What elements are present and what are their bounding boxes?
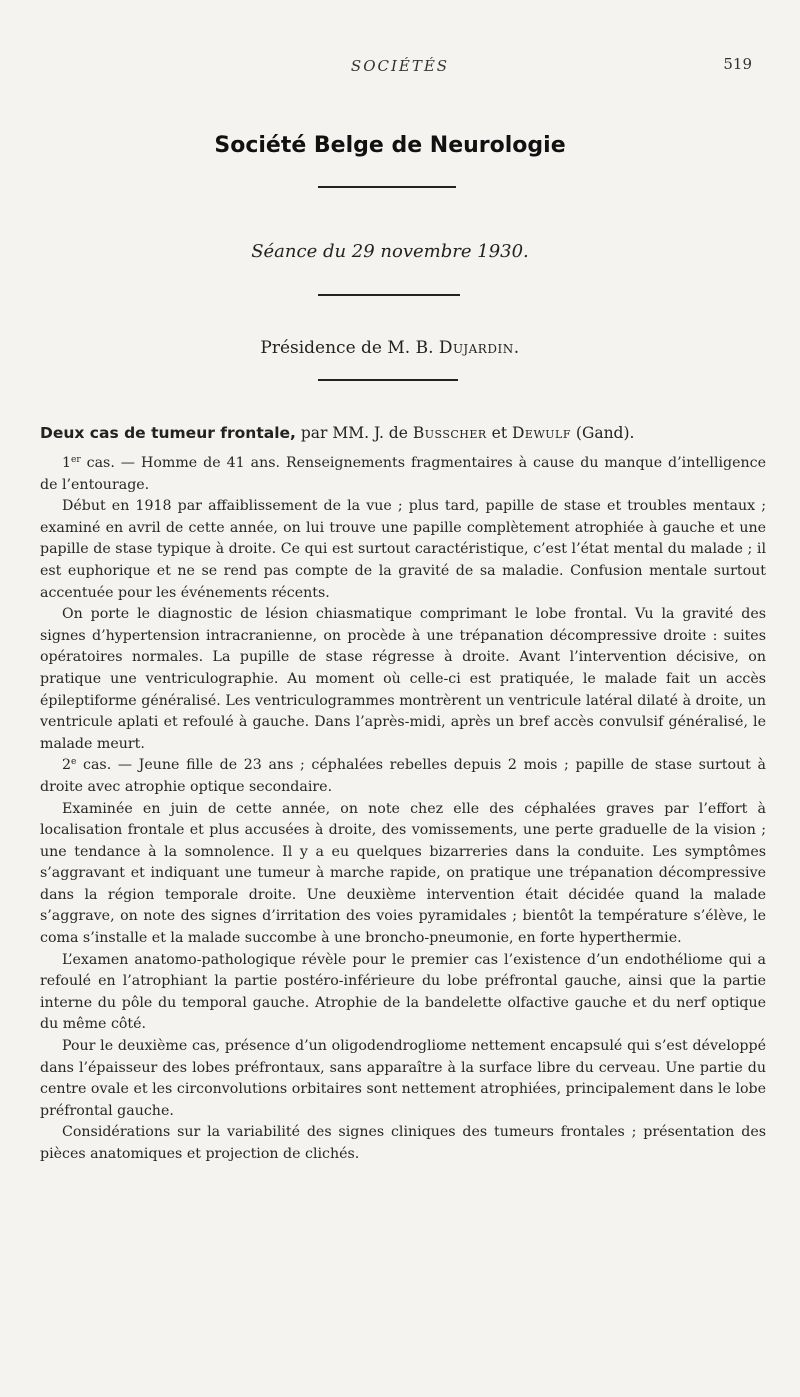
paragraph: Examinée en juin de cette année, on note chez elle des céphalées graves par l’effort à localisation frontale et plus accusées à droite, des vomissements, une perte graduelle de la vision ; une tendance à la somnolence. Il y a eu quelques bizarreries dans la conduite. Les symptômes s’aggravant et indiquant une tumeur à marche rapide, on pratique une trépanation décompressive dans la région temporale droite. Une deuxième intervention était décidée quand la malade s’aggrave, on note des signes d’irritation des voies pyramidales ; bientôt la température s’élève, le coma s’installe et la malade succombe à une broncho-pneumonie, en forte hyperthermie. [40,800,766,947]
author-dewulf: Dewulf [511,424,571,442]
paragraph: Considérations sur la variabilité des signes cliniques des tumeurs frontales ; présentation des pièces anatomiques et projection de clichés. [40,1124,766,1162]
case-2-ordinal: e [71,757,77,768]
case-2-intro [40,755,766,798]
divider-rule [318,379,458,381]
running-head: SOCIÉTÉS [350,57,450,75]
paragraph: Début en 1918 par affaiblissement de la vue ; plus tard, papille de stase et troubles mentaux ; examiné en avril de cette année, on lui trouve une papille complètement atrophiée à gauche et une papille de stase typique à droite. Ce qui est surtout caractéristique, c’est l’état mental du malade ; il est euphorique et ne se rend pas compte de la gravité de sa maladie. Confusion mentale surtout accentuée pour les événements récents. [40,498,766,601]
divider-rule [318,294,460,296]
case-1-text: cas. — Homme de 41 ans. Renseignements fragmentaires à cause du manque d’intelligence de l’entourage. [40,455,766,493]
society-title: Société Belge de Neurologie [214,133,566,158]
case-1-number: 1 [62,455,72,471]
paragraph: Pour le deuxième cas, présence d’un oligodendrogliome nettement encapsulé qui s’est développé dans l’épaisseur des lobes préfrontaux, sans apparaître à la surface libre du cerveau. Une partie du centre ovale et les circonvolutions orbitaires sont nettement atrophiées, principalement dans le lobe préfrontal gauche. [40,1038,766,1119]
byline-suffix: (Gand). [570,424,635,442]
case-2-number: 2 [62,757,72,774]
paragraph: L’examen anatomo-pathologique révèle pour le premier cas l’existence d’un endothéliome qui a refoulé en l’atrophiant la partie postéro-inférieure du lobe préfrontal gauche, ainsi que la partie interne du pôle du temporal gauche. Atrophie de la bandelette olfactive gauche et du nerf optique du même côté. [40,951,766,1033]
author-busscher: Busscher [412,424,487,442]
article-title: Deux cas de tumeur frontale, [40,424,296,442]
president-name: Dujardin. [438,338,520,358]
divider-rule [318,186,456,188]
case-1-intro [40,453,766,496]
paragraph: On porte le diagnostic de lésion chiasmatique comprimant le lobe frontal. Vu la gravité des signes d’hypertension intracranienne, on procède à une trépanation décompressive droite : suites opératoires normales. La pupille de stase régresse à droite. Avant l’intervention décisive, on pratique une ventriculographie. Au moment où celle-ci est pratiquée, le malade fait un accès épileptiforme généralisé. Les ventriculogrammes montrèrent un ventricule latéral dilaté à droite, un ventricule aplati et refoulé à gauche. Dans l’après-midi, après un bref accès convulsif généralisé, le malade meurt. [40,606,766,752]
session-date: Séance du 29 novembre 1930. [251,241,529,262]
case-2-text: cas. — Jeune fille de 23 ans ; céphalées rebelles depuis 2 mois ; papille de stase surtout à droite avec atrophie optique secondaire. [40,757,766,795]
byline-prefix: par MM. J. de [295,424,413,442]
case-1-ordinal: er [71,455,81,465]
byline-join: et [486,424,512,442]
presidency-line [0,338,780,358]
article-body [40,453,766,1166]
article-heading [40,424,760,442]
presidency-prefix: Présidence de M. B. [260,338,439,358]
page-number: 519 [723,55,752,73]
